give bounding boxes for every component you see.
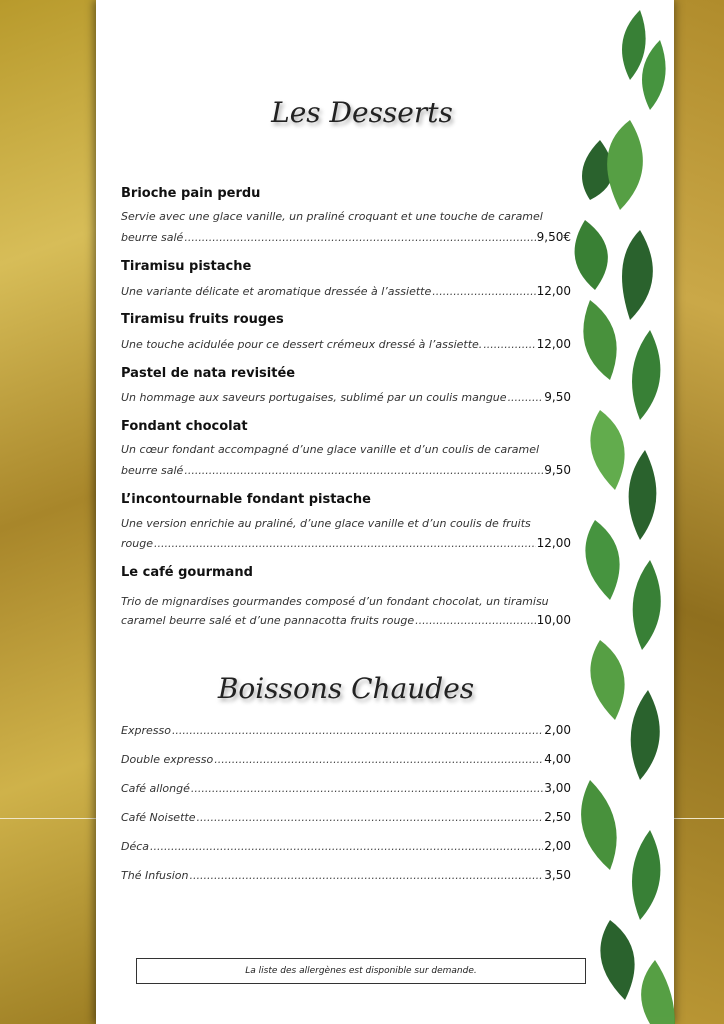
dessert-name: Tiramisu pistache bbox=[121, 259, 252, 274]
dessert-price: 12,00 bbox=[536, 337, 571, 351]
leader-dots bbox=[190, 869, 544, 882]
drink-price: 2,00 bbox=[544, 723, 571, 737]
leader-dots bbox=[150, 840, 543, 853]
drink-price: 2,00 bbox=[544, 839, 571, 853]
drink-price: 3,00 bbox=[544, 781, 571, 795]
leader-dots bbox=[184, 231, 535, 244]
dessert-price-line bbox=[121, 463, 571, 477]
dessert-price: 9,50 bbox=[544, 463, 571, 477]
allergen-note: La liste des allergènes est disponible sur demande. bbox=[136, 958, 586, 984]
gold-border-right bbox=[674, 0, 724, 1024]
leader-dots bbox=[196, 811, 543, 824]
dessert-description: Une touche acidulée pour ce dessert crémeux dressé à l’assiette. bbox=[121, 338, 483, 351]
dessert-description: Un cœur fondant accompagné d’une glace vanille et d’un coulis de caramel bbox=[121, 443, 540, 456]
dessert-price-line bbox=[121, 230, 571, 244]
desserts-title: Les Desserts bbox=[271, 96, 453, 129]
dessert-description: Trio de mignardises gourmandes composé d’un fondant chocolat, un tiramisu bbox=[121, 595, 549, 608]
leader-dots bbox=[154, 537, 536, 550]
drink-line bbox=[121, 781, 571, 795]
dessert-price-line bbox=[121, 284, 571, 298]
drink-name: Déca bbox=[121, 840, 150, 853]
drink-name: Thé Infusion bbox=[121, 869, 189, 882]
dessert-description: Une variante délicate et aromatique dressée à l’assiette bbox=[121, 285, 432, 298]
drink-price: 4,00 bbox=[544, 752, 571, 766]
drink-price: 3,50 bbox=[544, 868, 571, 882]
dessert-price: 12,00 bbox=[536, 284, 571, 298]
dessert-description-end: rouge bbox=[121, 537, 153, 550]
dessert-price-line bbox=[121, 390, 571, 404]
leader-dots bbox=[172, 724, 543, 737]
leader-dots bbox=[214, 753, 543, 766]
drink-line bbox=[121, 752, 571, 766]
dessert-name: Tiramisu fruits rouges bbox=[121, 312, 284, 327]
dessert-name: Le café gourmand bbox=[121, 565, 253, 580]
drink-line bbox=[121, 868, 571, 882]
drink-line bbox=[121, 839, 571, 853]
dessert-price-line bbox=[121, 613, 571, 627]
dessert-price: 12,00 bbox=[536, 536, 571, 550]
dessert-price-line bbox=[121, 337, 571, 351]
dessert-description: Servie avec une glace vanille, un praliné croquant et une touche de caramel bbox=[121, 210, 543, 223]
divider-line-left bbox=[0, 818, 96, 819]
dessert-name: Pastel de nata revisitée bbox=[121, 366, 296, 381]
dessert-description: Un hommage aux saveurs portugaises, sublimé par un coulis mangue bbox=[121, 391, 507, 404]
drink-line bbox=[121, 810, 571, 824]
dessert-price: 9,50 bbox=[544, 390, 571, 404]
dessert-description-end: caramel beurre salé et d’une pannacotta fruits rouge bbox=[121, 614, 415, 627]
dessert-description: Une version enrichie au praliné, d’une glace vanille et d’un coulis de fruits bbox=[121, 517, 531, 530]
dessert-price: 9,50€ bbox=[536, 230, 571, 244]
dessert-name: L’incontournable fondant pistache bbox=[121, 492, 371, 507]
gold-border-left bbox=[0, 0, 96, 1024]
boissons-title: Boissons Chaudes bbox=[217, 672, 475, 705]
drink-name: Café Noisette bbox=[121, 811, 196, 824]
leader-dots bbox=[191, 782, 543, 795]
leader-dots bbox=[415, 614, 535, 627]
drink-line bbox=[121, 723, 571, 737]
drink-name: Expresso bbox=[121, 724, 171, 737]
leader-dots bbox=[483, 338, 535, 351]
divider-line-right bbox=[674, 818, 724, 819]
dessert-name: Fondant chocolat bbox=[121, 419, 248, 434]
dessert-price: 10,00 bbox=[536, 613, 571, 627]
drink-name: Double expresso bbox=[121, 753, 214, 766]
foliage-decoration bbox=[570, 0, 680, 1024]
leader-dots bbox=[184, 464, 543, 477]
drink-price: 2,50 bbox=[544, 810, 571, 824]
dessert-price-line bbox=[121, 536, 571, 550]
leader-dots bbox=[432, 285, 535, 298]
drink-name: Café allongé bbox=[121, 782, 190, 795]
dessert-name: Brioche pain perdu bbox=[121, 186, 261, 201]
leader-dots bbox=[508, 391, 544, 404]
dessert-description-end: beurre salé bbox=[121, 231, 184, 244]
dessert-description-end: beurre salé bbox=[121, 464, 184, 477]
